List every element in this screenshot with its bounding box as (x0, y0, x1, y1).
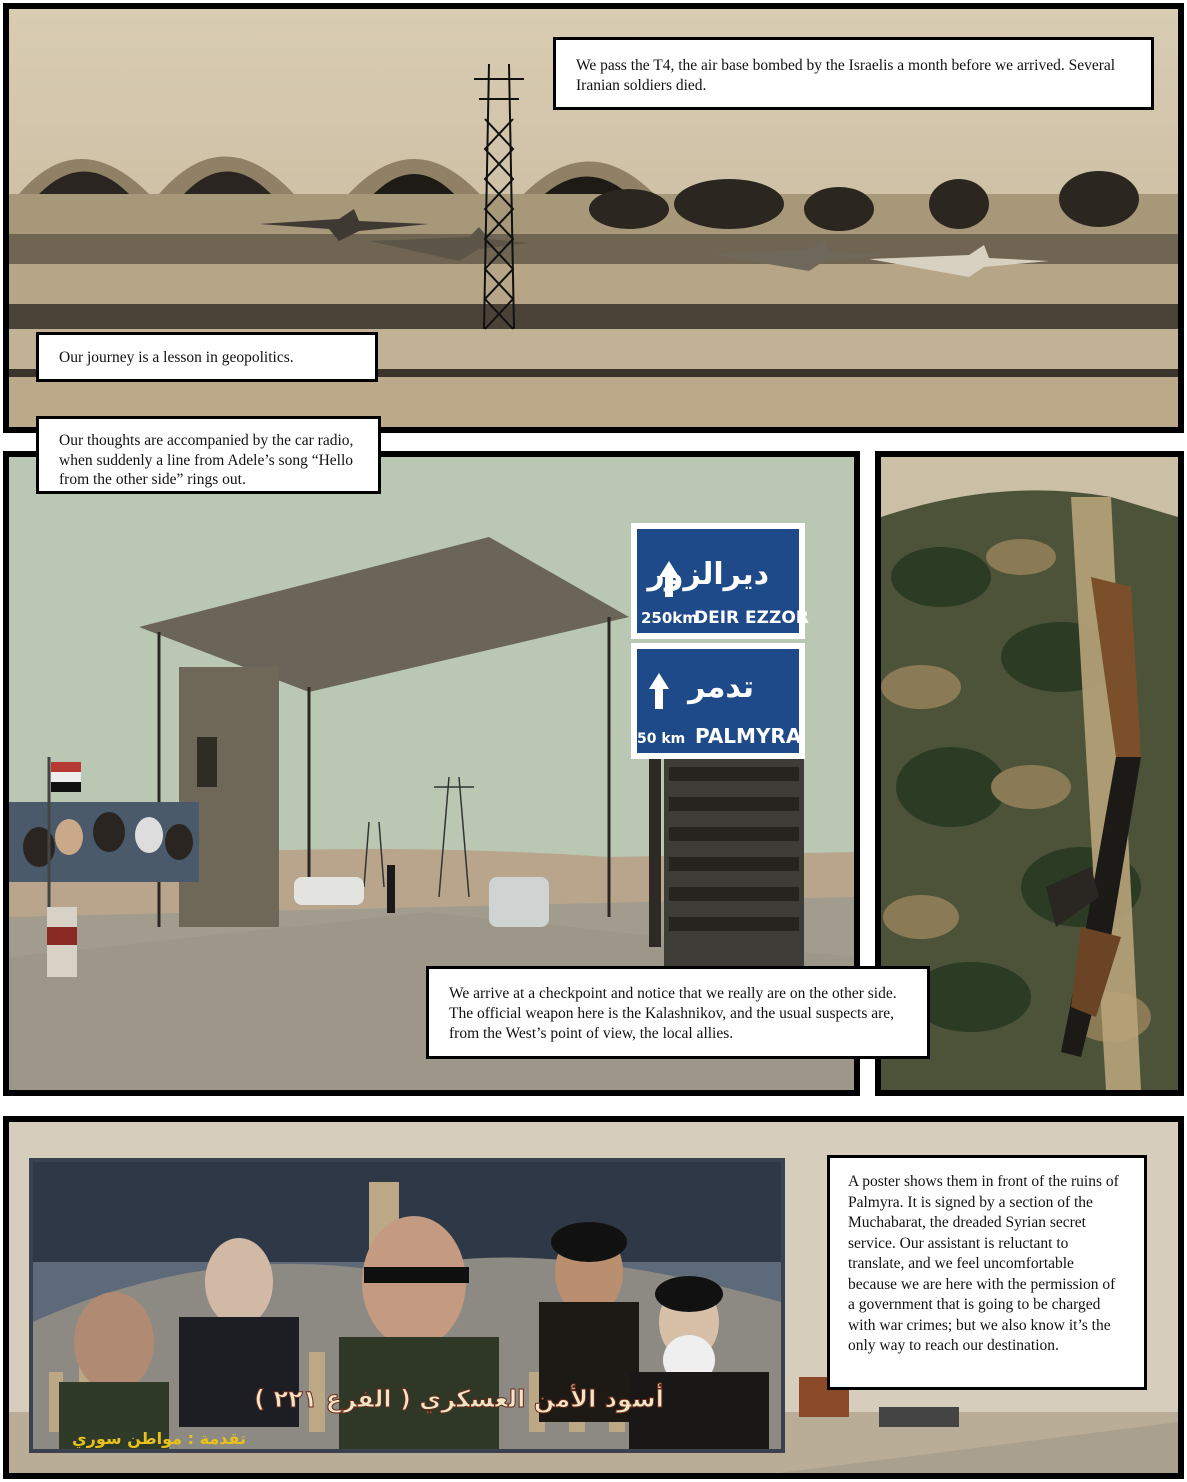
poster-signature-arabic: تقدمة : مواطن سوري (71, 1429, 247, 1448)
sign-deir-ezzor-name: DEIR EZZOR (694, 608, 809, 628)
caption-checkpoint: We arrive at a checkpoint and notice that we really are on the other side. The official weapon here is the Kalashnikov, and the usual suspects are, from the West’s point of view, the local allies. (426, 966, 930, 1059)
caption-journey: Our journey is a lesson in geopolitics. (36, 332, 378, 382)
poster-title-arabic: أسود الأمن العسكري ( الفرع ٢٢١ ) (254, 1385, 664, 1413)
sign-palmyra-km: 50 km (637, 731, 686, 747)
sign-palmyra-arabic: تدمر (688, 670, 754, 705)
caption-poster: A poster shows them in front of the ruins of Palmyra. It is signed by a section of the Muchabarat, the dreaded Syrian secret service. Our assistant is reluctant to translate, and we feel uncomfortable because we are here with the permission of a government that is going to be charged with war crimes; but we also know it’s the only way to reach our destination. (827, 1155, 1147, 1390)
caption-t4: We pass the T4, the air base bombed by the Israelis a month before we arrived. Several Iranian soldiers died. (553, 37, 1154, 110)
sign-palmyra-name: PALMYRA (695, 724, 802, 748)
caption-radio: Our thoughts are accompanied by the car radio, when suddenly a line from Adele’s song “Hello from the other side” rings out. (36, 416, 381, 494)
sign-deir-ezzor-arabic: ديرالزور (647, 557, 769, 592)
sign-deir-ezzor-km: 250km (641, 609, 698, 627)
